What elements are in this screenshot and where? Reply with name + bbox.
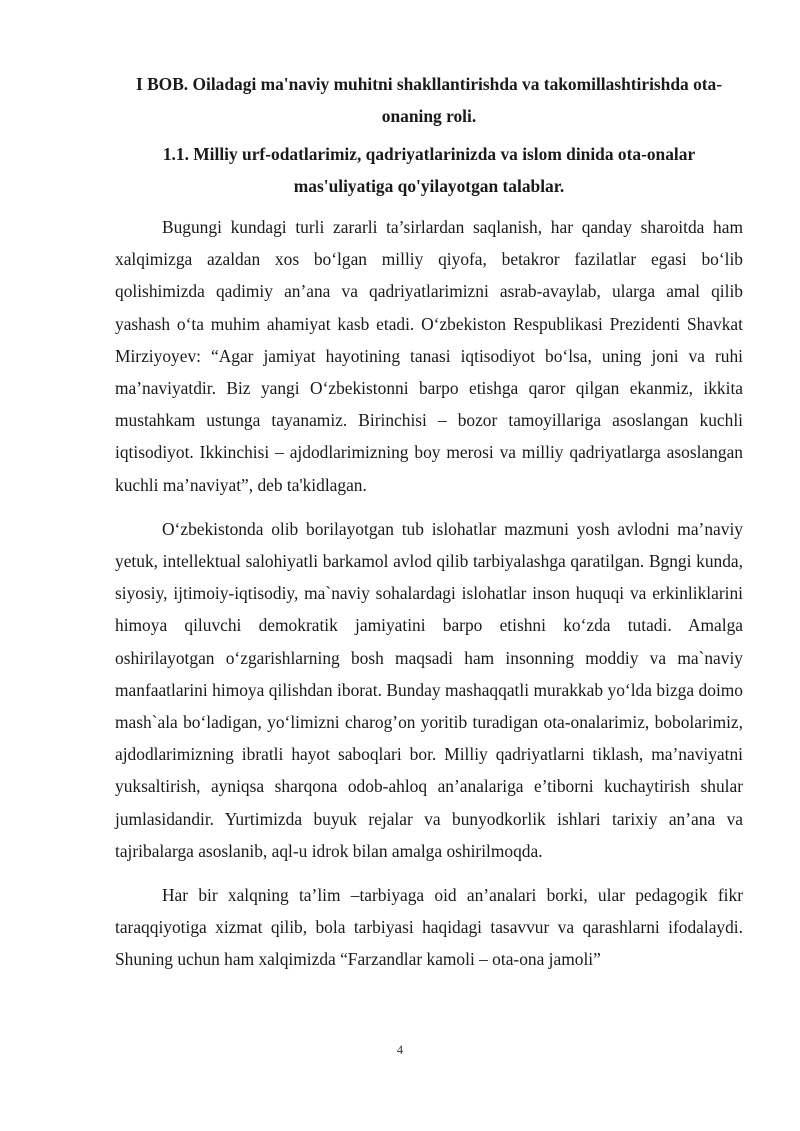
document-page [115,68,743,988]
paragraph-2: O‘zbekistonda olib borilayotgan tub islohatlar mazmuni yosh avlodni ma’naviy yetuk, intellektual salohiyatli barkamol avlod qilib tarbiyalashga qaratilgan. Bgngi kunda, siyosiy, ijtimoiy-iqtisodiy, ma`naviy sohalardagi islohatlar inson huquqi va erkinliklarini himoya qiluvchi demokratik jamiyatini barpo etishni ko‘zda tutadi. Amalga oshirilayotgan o‘zgarishlarning bosh maqsadi ham insonning moddiy va ma`naviy manfaatlarini himoya qilishdan iborat. Bunday mashaqqatli murakkab yo‘lda bizga doimo mash`ala bo‘ladigan, yo‘limizni charog’on yoritib turadigan ota-onalarimiz, bobolarimiz, ajdodlarimizning ibratli hayot saboqlari bor. Milliy qadriyatlarni tiklash, ma’naviyatni yuksaltirish, ayniqsa sharqona odob-ahloq an’analariga e’tiborni kuchaytirish shular jumlasidandir. Yurtimizda buyuk rejalar va bunyodkorlik ishlari tarixiy an’ana va tajribalarga asoslanib, aql-u idrok bilan amalga oshirilmoqda. [115,518,743,861]
chapter-title: I BOB. Oiladagi ma'naviy muhitni shakllantirishda va takomillashtirishda ota-onaning roli. [135,74,723,126]
paragraph-3: Har bir xalqning ta’lim –tarbiyaga oid an’analari borki, ular pedagogik fikr taraqqiyotiga xizmat qilib, bola tarbiyasi haqidagi tasavvur va qarashlarni ifodalaydi. Shuning uchun ham xalqimizda “Farzandlar kamoli – ota-ona jamoli” [115,885,743,970]
paragraph-1: Bugungi kundagi turli zararli ta’sirlardan saqlanish, har qanday sharoitda ham xalqimizga azaldan xos bo‘lgan milliy qiyofa, betakror fazilatlar egasi bo‘lib qolishimizda qadimiy an’ana va qadriyatlarimizni asrab-avaylab, ularga amal qilib yashash o‘ta muhim ahamiyat kasb etadi. O‘zbekiston Respublikasi Prezidenti Shavkat Mirziyoyev: “Agar jamiyat hayotining tanasi iqtisodiyot bo‘lsa, uning joni va ruhi ma’naviyatdir. Biz yangi O‘zbekistonni barpo etishga qaror qilgan ekanmiz, ikkita mustahkam ustunga tayanamiz. Birinchisi – bozor tamoyillariga asoslangan kuchli iqtisodiyot. Ikkinchisi – ajdodlarimizning boy merosi va milliy qadriyatlarga asoslangan kuchli ma’naviyat”, deb ta'kidlagan. [115,217,743,495]
page-number: 4 [396,1043,404,1057]
section-title: 1.1. Milliy urf-odatlarimiz, qadriyatlarinizda va islom dinida ota-onalar mas'uliyatiga qo'yilayotgan talablar. [162,144,696,196]
